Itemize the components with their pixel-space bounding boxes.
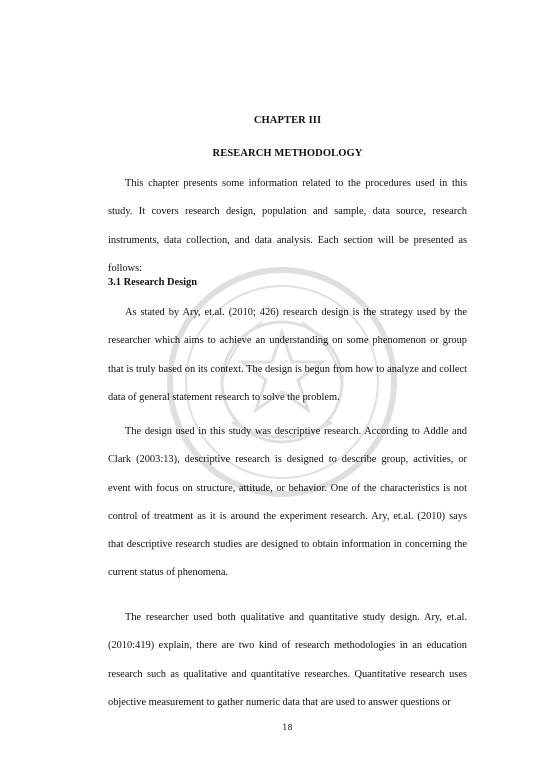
research-design-paragraph-3: The researcher used both qualitative and quantitative study design. Ary, et.al. (2010:419) explain, there are two kind of research methodologies in an education research such as qualitative and quantitative researches. Quantitative research uses objective measurement to gather numeric data that are used to answer questions or [108, 612, 467, 708]
research-design-paragraph-1: As stated by Ary, et.al. (2010; 426) research design is the strategy used by the researcher which aims to achieve an understanding on some phenomenon or group that is truly based on its context. The design is begun from how to analyze and collect data of general statement research to solve the problem. [108, 307, 467, 403]
intro-paragraph: This chapter presents some information related to the procedures used in this study. It covers research design, population and sample, data source, research instruments, data collection, and data analysis. Each section will be presented as follows: [108, 178, 467, 274]
chapter-title: CHAPTER III [253, 115, 322, 126]
research-design-paragraph-2: The design used in this study was descriptive research. According to Addle and Clark (2003:13), descriptive research is designed to describe group, activities, or event with focus on structure, attitude, or behavior. One of the characteristics is not control of treatment as it is around the experiment research. Ary, et.al. (2010) says that descriptive research studies are designed to obtain information in concerning the current status of phenomena. [108, 426, 467, 579]
chapter-subtitle: RESEARCH METHODOLOGY [212, 148, 363, 159]
page-number: 18 [282, 723, 293, 732]
section-heading: 3.1 Research Design [108, 277, 197, 288]
